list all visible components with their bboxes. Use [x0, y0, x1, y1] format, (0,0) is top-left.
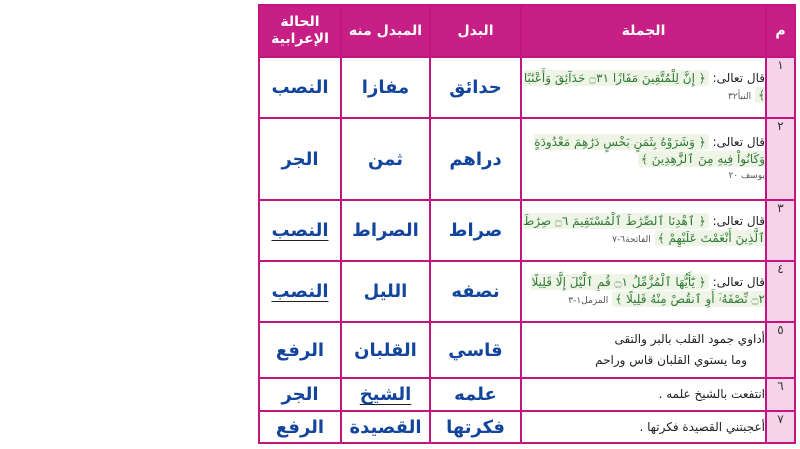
verse-reference: المزمل١-٣	[568, 295, 609, 306]
header-case	[259, 5, 341, 57]
badal-cell: حدائق	[430, 57, 521, 118]
case-cell: الرفع	[259, 411, 341, 443]
verse-prefix: قال تعالى:	[712, 70, 765, 85]
case-cell: النصب	[259, 261, 341, 322]
header-sentence: الجملة	[521, 5, 766, 57]
header-mubdal: المبدل منه	[341, 5, 430, 57]
row-number: ١	[766, 57, 795, 118]
badal-cell: علمه	[430, 378, 521, 411]
mubdal-cell: القصيدة	[341, 411, 430, 443]
table-row	[259, 118, 795, 200]
badal-cell: فكرتها	[430, 411, 521, 443]
case-cell: الرفع	[259, 322, 341, 378]
quran-verse: ﴿ إِنَّ لِلْمُتَّقِينَ مَفَازًا ۝٣١ حَدَآئِقَ وَأَعْنَٰبًا ﴾	[523, 70, 765, 102]
quran-verse: ﴿ يَٰٓأَيُّهَا ٱلْمُزَّمِّلُ ۝١ قُمِ ٱلَّيْلَ إِلَّا قَلِيلًا ۝٢ نِّصْفَهُۥٓ أَوِ ٱنقُصْ مِنْهُ قَلِيلًا ﴾	[531, 274, 765, 306]
mubdal-cell: ثمن	[341, 118, 430, 200]
table-row	[259, 322, 795, 378]
header-badal: البدل	[430, 5, 521, 57]
mubdal-cell: مفازا	[341, 57, 430, 118]
badal-cell: قاسي	[430, 322, 521, 378]
case-cell: النصب	[259, 200, 341, 261]
table-row	[259, 261, 795, 322]
badal-table	[258, 4, 796, 444]
table-row	[259, 411, 795, 443]
quran-verse: ﴿ وَشَرَوْهُ بِثَمَنٍ بَخْسٍ دَرَٰهِمَ مَعْدُودَةٍ وَكَانُواْ فِيهِ مِنَ ٱلزَّٰهِدِينَ ﴾	[534, 134, 765, 166]
poem-line-2: وما يستوي القلبان قاس وراحم	[595, 353, 747, 367]
row-number: ٥	[766, 322, 795, 378]
row-number: ٤	[766, 261, 795, 322]
table-row	[259, 378, 795, 411]
sentence-cell: أعجبتني القصيدة فكرتها .	[521, 411, 766, 443]
row-number: ٣	[766, 200, 795, 261]
badal-cell: نصفه	[430, 261, 521, 322]
verse-reference: الفاتحة٦-٧	[612, 234, 651, 245]
row-number: ٢	[766, 118, 795, 200]
row-number: ٧	[766, 411, 795, 443]
case-cell: النصب	[259, 57, 341, 118]
verse-reference: يوسف ٢٠	[728, 170, 765, 181]
poem-line-1: أداوي جمود القلب بالبر والتقى	[614, 332, 765, 346]
table-row	[259, 57, 795, 118]
sentence-cell	[521, 200, 766, 261]
header-case-line2: الإعرابية	[271, 31, 329, 47]
mubdal-cell: الشيخ	[341, 378, 430, 411]
mubdal-cell: الصراط	[341, 200, 430, 261]
header-case-line1: الحالة	[280, 14, 320, 30]
sentence-cell: انتفعت بالشيخ علمه .	[521, 378, 766, 411]
badal-cell: صراط	[430, 200, 521, 261]
case-cell: الجر	[259, 118, 341, 200]
quran-verse: ﴿ ٱهْدِنَا ٱلصِّرَٰطَ ٱلْمُسْتَقِيمَ ۝٦ صِرَٰطَ ٱلَّذِينَ أَنْعَمْتَ عَلَيْهِمْ ﴾	[523, 213, 765, 245]
sentence-cell	[521, 261, 766, 322]
mubdal-cell: الليل	[341, 261, 430, 322]
verse-reference: النبأ٣٢	[728, 91, 752, 102]
sentence-cell	[521, 118, 766, 200]
verse-prefix: قال تعالى:	[712, 134, 765, 149]
verse-prefix: قال تعالى:	[712, 213, 765, 228]
row-number: ٦	[766, 378, 795, 411]
case-cell: الجر	[259, 378, 341, 411]
table-row	[259, 200, 795, 261]
verse-prefix: قال تعالى:	[712, 274, 765, 289]
sentence-cell	[521, 322, 766, 378]
badal-cell: دراهم	[430, 118, 521, 200]
header-num: م	[766, 5, 795, 57]
mubdal-cell: القلبان	[341, 322, 430, 378]
header-row	[259, 5, 795, 57]
sentence-cell	[521, 57, 766, 118]
